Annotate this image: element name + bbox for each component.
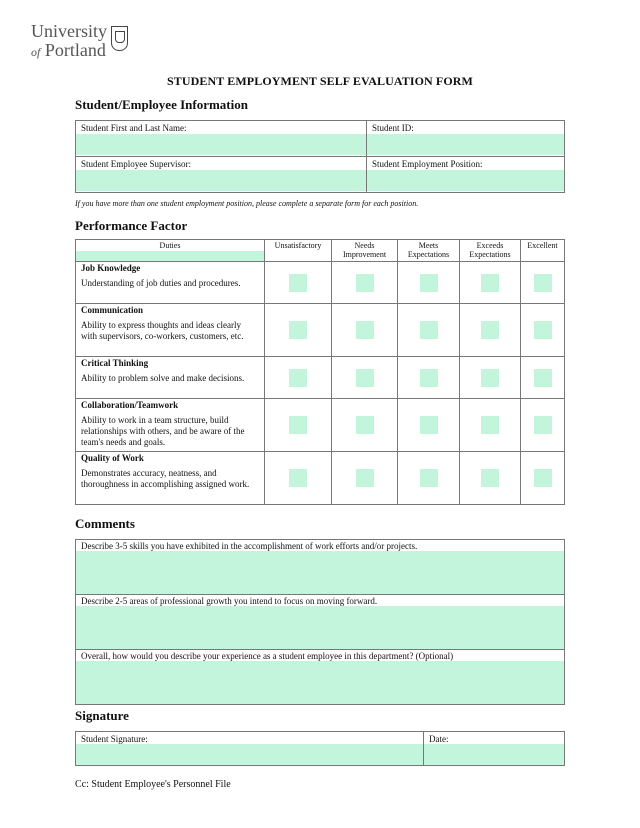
duty-description: Ability to express thoughts and ideas clearly with supervisors, co-workers, customers, etc. bbox=[81, 320, 244, 341]
col-duties bbox=[76, 240, 265, 262]
duty-description: Demonstrates accuracy, neatness, and thoroughness in accomplishing assigned work. bbox=[81, 468, 250, 489]
col-duties-label: Duties bbox=[159, 241, 181, 250]
rating-checkbox[interactable] bbox=[481, 274, 499, 292]
comment-prompt-experience: Overall, how would you describe your experience as a student employee in this department? (Optional) bbox=[81, 651, 454, 661]
rating-checkbox[interactable] bbox=[481, 369, 499, 387]
position-input[interactable] bbox=[367, 170, 564, 191]
position-label: Student Employment Position: bbox=[372, 159, 483, 169]
cc-footer: Cc: Student Employee's Personnel File bbox=[75, 779, 231, 790]
date-cell bbox=[424, 732, 565, 766]
comment-prompt-growth: Describe 2-5 areas of professional growth you intend to focus on moving forward. bbox=[81, 596, 378, 606]
rating-checkbox[interactable] bbox=[356, 274, 374, 292]
date-input[interactable] bbox=[424, 744, 564, 765]
id-cell bbox=[367, 121, 565, 157]
position-cell bbox=[367, 157, 565, 193]
name-cell bbox=[76, 121, 367, 157]
rating-checkbox[interactable] bbox=[420, 416, 438, 434]
signature-input[interactable] bbox=[76, 744, 423, 765]
logo-university: University bbox=[31, 21, 107, 41]
comments-heading: Comments bbox=[75, 516, 135, 531]
rating-checkbox[interactable] bbox=[289, 369, 307, 387]
rating-checkbox[interactable] bbox=[356, 321, 374, 339]
duty-description: Ability to problem solve and make decisions. bbox=[81, 373, 245, 383]
duty-description: Ability to work in a team structure, build relationships with others, and be aware of the team's needs and goals. bbox=[81, 415, 245, 447]
name-input[interactable] bbox=[76, 134, 366, 155]
rating-checkbox[interactable] bbox=[534, 274, 552, 292]
duty-cell bbox=[76, 304, 265, 357]
table-row bbox=[76, 452, 565, 505]
logo-portland: Portland bbox=[44, 40, 106, 60]
signature-heading: Signature bbox=[75, 708, 129, 723]
duty-cell bbox=[76, 262, 265, 304]
duties-header-input[interactable] bbox=[76, 251, 264, 261]
performance-table bbox=[75, 239, 565, 505]
rating-checkbox[interactable] bbox=[420, 469, 438, 487]
rating-checkbox[interactable] bbox=[420, 321, 438, 339]
rating-checkbox[interactable] bbox=[534, 369, 552, 387]
signature-cell bbox=[76, 732, 424, 766]
rating-checkbox[interactable] bbox=[534, 416, 552, 434]
supervisor-input[interactable] bbox=[76, 170, 366, 191]
duty-cell bbox=[76, 357, 265, 399]
duty-title: Communication bbox=[81, 305, 144, 315]
date-label: Date: bbox=[429, 734, 449, 744]
table-row bbox=[76, 262, 565, 304]
logo-of: of bbox=[31, 45, 41, 59]
comment-input-experience[interactable] bbox=[76, 661, 564, 704]
university-logo bbox=[31, 22, 107, 61]
col-exceeds-expectations: Exceeds Expectations bbox=[460, 240, 521, 262]
rating-checkbox[interactable] bbox=[356, 369, 374, 387]
table-row bbox=[76, 304, 565, 357]
comment-input-skills[interactable] bbox=[76, 551, 564, 594]
table-row bbox=[76, 357, 565, 399]
comment-prompt-skills: Describe 3-5 skills you have exhibited in the accomplishment of work efforts and/or projects. bbox=[81, 541, 418, 551]
rating-checkbox[interactable] bbox=[481, 321, 499, 339]
rating-checkbox[interactable] bbox=[289, 416, 307, 434]
supervisor-cell bbox=[76, 157, 367, 193]
col-needs-improvement: Needs Improvement bbox=[332, 240, 398, 262]
rating-checkbox[interactable] bbox=[534, 321, 552, 339]
name-label: Student First and Last Name: bbox=[81, 123, 187, 133]
rating-checkbox[interactable] bbox=[356, 469, 374, 487]
form-title: STUDENT EMPLOYMENT SELF EVALUATION FORM bbox=[167, 74, 473, 88]
comment-cell bbox=[76, 650, 565, 705]
id-label: Student ID: bbox=[372, 123, 414, 133]
rating-checkbox[interactable] bbox=[420, 369, 438, 387]
comments-table bbox=[75, 539, 565, 705]
info-table bbox=[75, 120, 565, 193]
rating-checkbox[interactable] bbox=[289, 274, 307, 292]
signature-label: Student Signature: bbox=[81, 734, 148, 744]
duty-title: Job Knowledge bbox=[81, 263, 141, 273]
duty-cell bbox=[76, 452, 265, 505]
col-excellent: Excellent bbox=[521, 240, 565, 262]
supervisor-label: Student Employee Supervisor: bbox=[81, 159, 191, 169]
col-meets-expectations: Meets Expectations bbox=[398, 240, 460, 262]
comment-cell bbox=[76, 540, 565, 595]
id-input[interactable] bbox=[367, 134, 564, 155]
crest-icon bbox=[111, 26, 128, 51]
duty-title: Quality of Work bbox=[81, 453, 144, 463]
rating-checkbox[interactable] bbox=[289, 469, 307, 487]
rating-checkbox[interactable] bbox=[289, 321, 307, 339]
rating-checkbox[interactable] bbox=[356, 416, 374, 434]
rating-checkbox[interactable] bbox=[481, 416, 499, 434]
comment-input-growth[interactable] bbox=[76, 606, 564, 649]
rating-checkbox[interactable] bbox=[534, 469, 552, 487]
col-unsatisfactory: Unsatisfactory bbox=[265, 240, 332, 262]
rating-checkbox[interactable] bbox=[481, 469, 499, 487]
table-row bbox=[76, 399, 565, 452]
info-heading: Student/Employee Information bbox=[75, 97, 248, 112]
duty-description: Understanding of job duties and procedures. bbox=[81, 278, 241, 288]
performance-heading: Performance Factor bbox=[75, 218, 188, 233]
multiple-position-note: If you have more than one student employment position, please complete a separate form for each position. bbox=[75, 199, 419, 208]
duty-title: Collaboration/Teamwork bbox=[81, 400, 179, 410]
rating-checkbox[interactable] bbox=[420, 274, 438, 292]
duty-title: Critical Thinking bbox=[81, 358, 149, 368]
comment-cell bbox=[76, 595, 565, 650]
duty-cell bbox=[76, 399, 265, 452]
signature-table bbox=[75, 731, 565, 766]
